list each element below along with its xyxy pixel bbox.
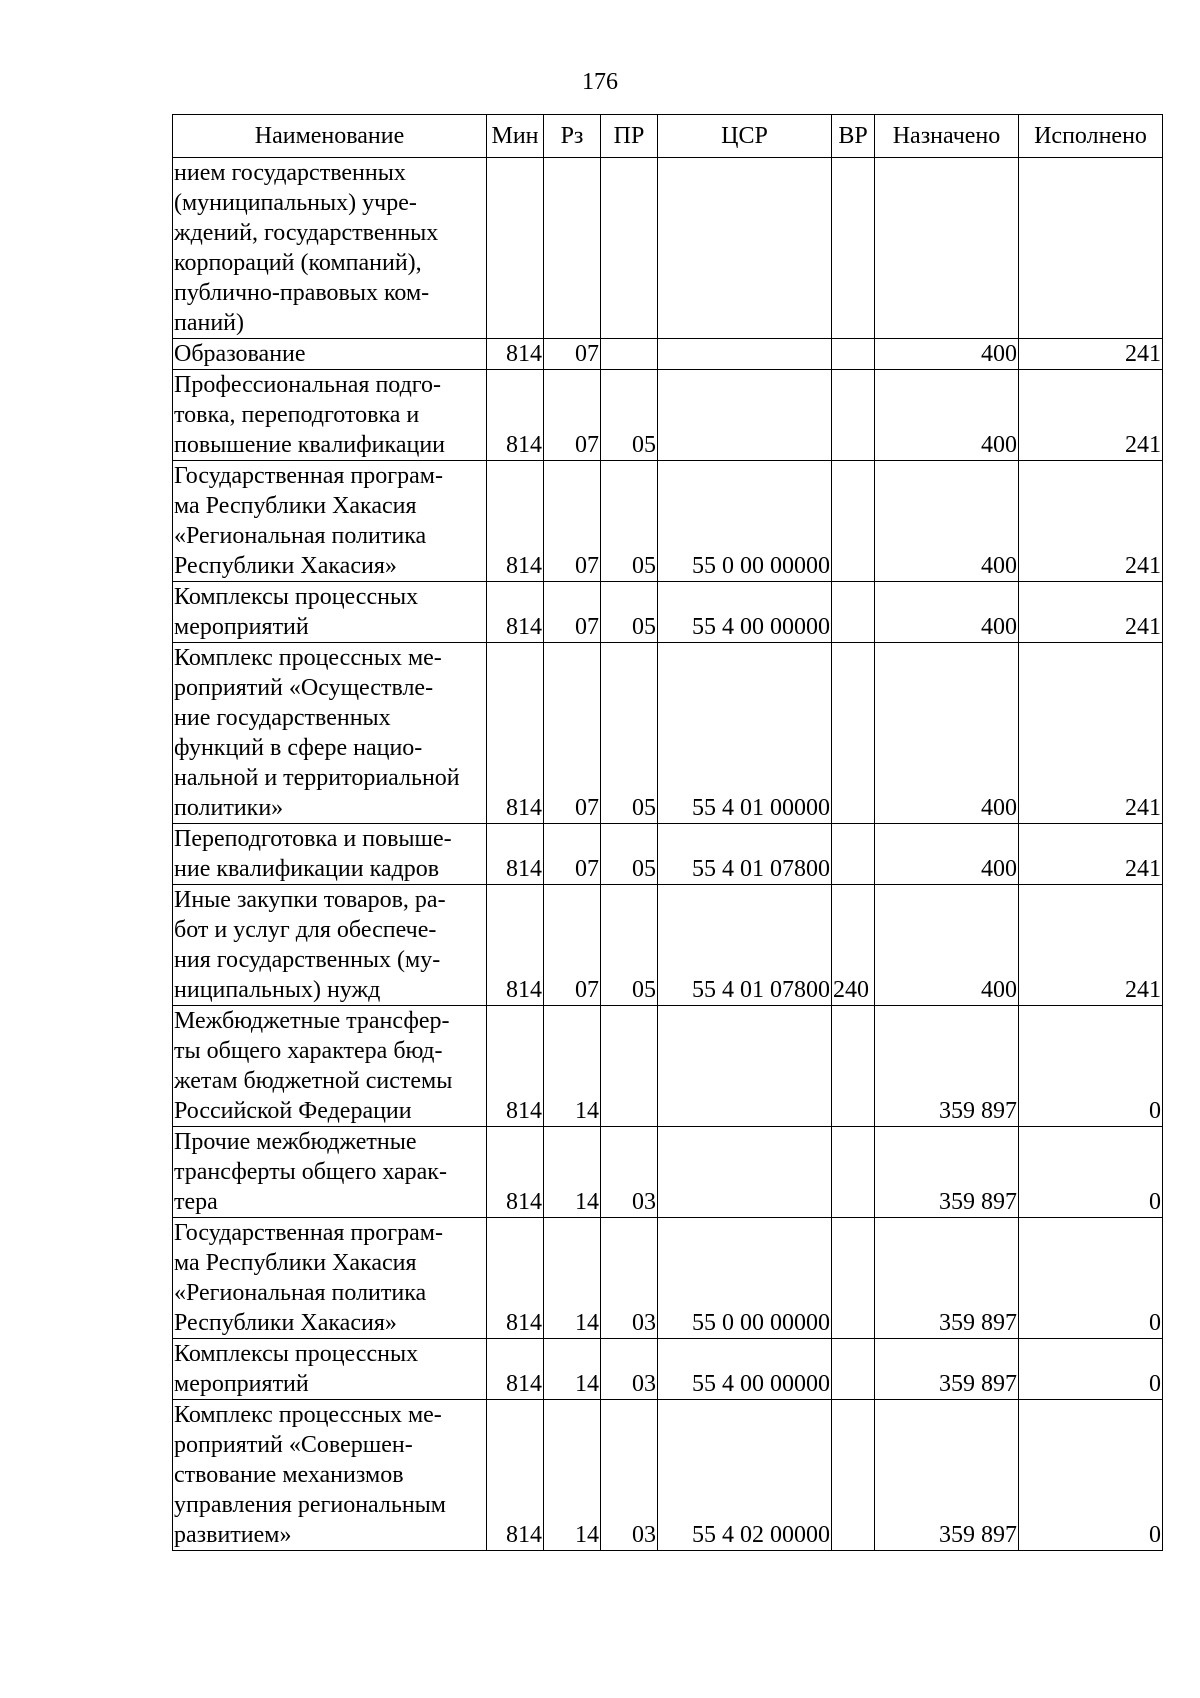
cell-executed: 241: [1019, 461, 1163, 582]
cell-rz: [544, 158, 601, 339]
cell-min: 814: [487, 885, 544, 1006]
cell-name: нием государственных (муниципальных) учре- ждений, государственных корпораций (компаний), публично-правовых ком- паний): [173, 158, 487, 339]
cell-executed: 0: [1019, 1339, 1163, 1400]
column-header-min: Мин: [487, 115, 544, 158]
table-row: [173, 582, 1163, 643]
cell-pr: 03: [601, 1400, 658, 1551]
cell-min: 814: [487, 1127, 544, 1218]
cell-csr: 55 4 00 00000: [658, 582, 832, 643]
cell-pr: [601, 158, 658, 339]
cell-assigned: 400: [875, 885, 1019, 1006]
cell-name: Переподготовка и повыше- ние квалификации кадров: [173, 824, 487, 885]
cell-csr: [658, 1006, 832, 1127]
table-row: [173, 1400, 1163, 1551]
column-header-vr: ВР: [832, 115, 875, 158]
cell-pr: 05: [601, 824, 658, 885]
cell-executed: 241: [1019, 339, 1163, 370]
cell-name: Межбюджетные трансфер- ты общего характера бюд- жетам бюджетной системы Российской Федерации: [173, 1006, 487, 1127]
cell-min: 814: [487, 1006, 544, 1127]
page-number: 176: [582, 69, 618, 95]
cell-name: Комплексы процессных мероприятий: [173, 1339, 487, 1400]
cell-name: Государственная програм- ма Республики Хакасия «Региональная политика Республики Хакасия»: [173, 461, 487, 582]
cell-csr: 55 4 01 00000: [658, 643, 832, 824]
cell-assigned: 359 897: [875, 1127, 1019, 1218]
cell-executed: [1019, 158, 1163, 339]
cell-csr: [658, 158, 832, 339]
cell-rz: 14: [544, 1006, 601, 1127]
cell-name: Государственная програм- ма Республики Хакасия «Региональная политика Республики Хакасия»: [173, 1218, 487, 1339]
column-header-assigned: Назначено: [875, 115, 1019, 158]
cell-min: 814: [487, 461, 544, 582]
cell-rz: 14: [544, 1339, 601, 1400]
cell-rz: 07: [544, 461, 601, 582]
cell-min: 814: [487, 582, 544, 643]
cell-assigned: 400: [875, 643, 1019, 824]
cell-csr: 55 0 00 00000: [658, 1218, 832, 1339]
table-header-row: [173, 115, 1163, 158]
cell-min: 814: [487, 643, 544, 824]
cell-pr: 03: [601, 1127, 658, 1218]
cell-name: Комплекс процессных ме- роприятий «Осуществле- ние государственных функций в сфере нацио- нальной и территориальной политики»: [173, 643, 487, 824]
cell-vr: [832, 370, 875, 461]
cell-csr: 55 4 01 07800: [658, 885, 832, 1006]
cell-vr: [832, 339, 875, 370]
cell-min: 814: [487, 370, 544, 461]
cell-pr: 03: [601, 1218, 658, 1339]
cell-pr: 05: [601, 582, 658, 643]
cell-pr: [601, 339, 658, 370]
table-row: [173, 885, 1163, 1006]
budget-table: [172, 114, 1163, 1551]
cell-vr: [832, 158, 875, 339]
cell-vr: [832, 461, 875, 582]
cell-min: 814: [487, 1339, 544, 1400]
table-body: [173, 158, 1163, 1551]
cell-executed: 241: [1019, 370, 1163, 461]
cell-assigned: [875, 158, 1019, 339]
cell-vr: [832, 1006, 875, 1127]
cell-executed: 0: [1019, 1400, 1163, 1551]
cell-vr: [832, 1339, 875, 1400]
cell-assigned: 400: [875, 370, 1019, 461]
cell-vr: [832, 1218, 875, 1339]
cell-executed: 241: [1019, 885, 1163, 1006]
cell-csr: 55 4 00 00000: [658, 1339, 832, 1400]
cell-csr: [658, 370, 832, 461]
cell-executed: 241: [1019, 643, 1163, 824]
cell-assigned: 400: [875, 824, 1019, 885]
column-header-csr: ЦСР: [658, 115, 832, 158]
cell-pr: 05: [601, 370, 658, 461]
table-row: [173, 1006, 1163, 1127]
cell-min: 814: [487, 1218, 544, 1339]
column-header-pr: ПР: [601, 115, 658, 158]
cell-assigned: 400: [875, 339, 1019, 370]
cell-name: Профессиональная подго- товка, переподготовка и повышение квалификации: [173, 370, 487, 461]
cell-csr: 55 4 01 07800: [658, 824, 832, 885]
cell-csr: 55 4 02 00000: [658, 1400, 832, 1551]
cell-pr: 03: [601, 1339, 658, 1400]
cell-name: Комплексы процессных мероприятий: [173, 582, 487, 643]
table-row: [173, 158, 1163, 339]
cell-rz: 07: [544, 824, 601, 885]
cell-assigned: 400: [875, 461, 1019, 582]
cell-rz: 14: [544, 1400, 601, 1551]
cell-name: Иные закупки товаров, ра- бот и услуг для обеспече- ния государственных (му- ниципальных) нужд: [173, 885, 487, 1006]
column-header-executed: Исполнено: [1019, 115, 1163, 158]
cell-executed: 241: [1019, 824, 1163, 885]
cell-assigned: 400: [875, 582, 1019, 643]
cell-rz: 07: [544, 339, 601, 370]
table-row: [173, 339, 1163, 370]
cell-pr: 05: [601, 643, 658, 824]
cell-csr: [658, 339, 832, 370]
cell-pr: 05: [601, 885, 658, 1006]
cell-vr: [832, 582, 875, 643]
cell-executed: 0: [1019, 1127, 1163, 1218]
column-header-name: Наименование: [173, 115, 487, 158]
cell-vr: [832, 824, 875, 885]
cell-rz: 14: [544, 1127, 601, 1218]
table-row: [173, 370, 1163, 461]
cell-csr: [658, 1127, 832, 1218]
cell-name: Прочие межбюджетные трансферты общего харак- тера: [173, 1127, 487, 1218]
cell-min: 814: [487, 824, 544, 885]
cell-assigned: 359 897: [875, 1006, 1019, 1127]
cell-vr: 240: [832, 885, 875, 1006]
cell-rz: 07: [544, 643, 601, 824]
cell-name: Образование: [173, 339, 487, 370]
table-row: [173, 461, 1163, 582]
cell-name: Комплекс процессных ме- роприятий «Совершен- ствование механизмов управления региональным развитием»: [173, 1400, 487, 1551]
cell-assigned: 359 897: [875, 1218, 1019, 1339]
cell-vr: [832, 1400, 875, 1551]
cell-rz: 07: [544, 370, 601, 461]
table-row: [173, 1218, 1163, 1339]
cell-pr: 05: [601, 461, 658, 582]
cell-assigned: 359 897: [875, 1339, 1019, 1400]
cell-vr: [832, 643, 875, 824]
table-row: [173, 643, 1163, 824]
cell-min: [487, 158, 544, 339]
cell-assigned: 359 897: [875, 1400, 1019, 1551]
cell-rz: 14: [544, 1218, 601, 1339]
cell-executed: 0: [1019, 1006, 1163, 1127]
cell-csr: 55 0 00 00000: [658, 461, 832, 582]
cell-executed: 241: [1019, 582, 1163, 643]
cell-rz: 07: [544, 885, 601, 1006]
cell-min: 814: [487, 1400, 544, 1551]
column-header-rz: Рз: [544, 115, 601, 158]
table-row: [173, 1127, 1163, 1218]
table-row: [173, 824, 1163, 885]
cell-vr: [832, 1127, 875, 1218]
table-row: [173, 1339, 1163, 1400]
cell-executed: 0: [1019, 1218, 1163, 1339]
cell-pr: [601, 1006, 658, 1127]
cell-min: 814: [487, 339, 544, 370]
cell-rz: 07: [544, 582, 601, 643]
